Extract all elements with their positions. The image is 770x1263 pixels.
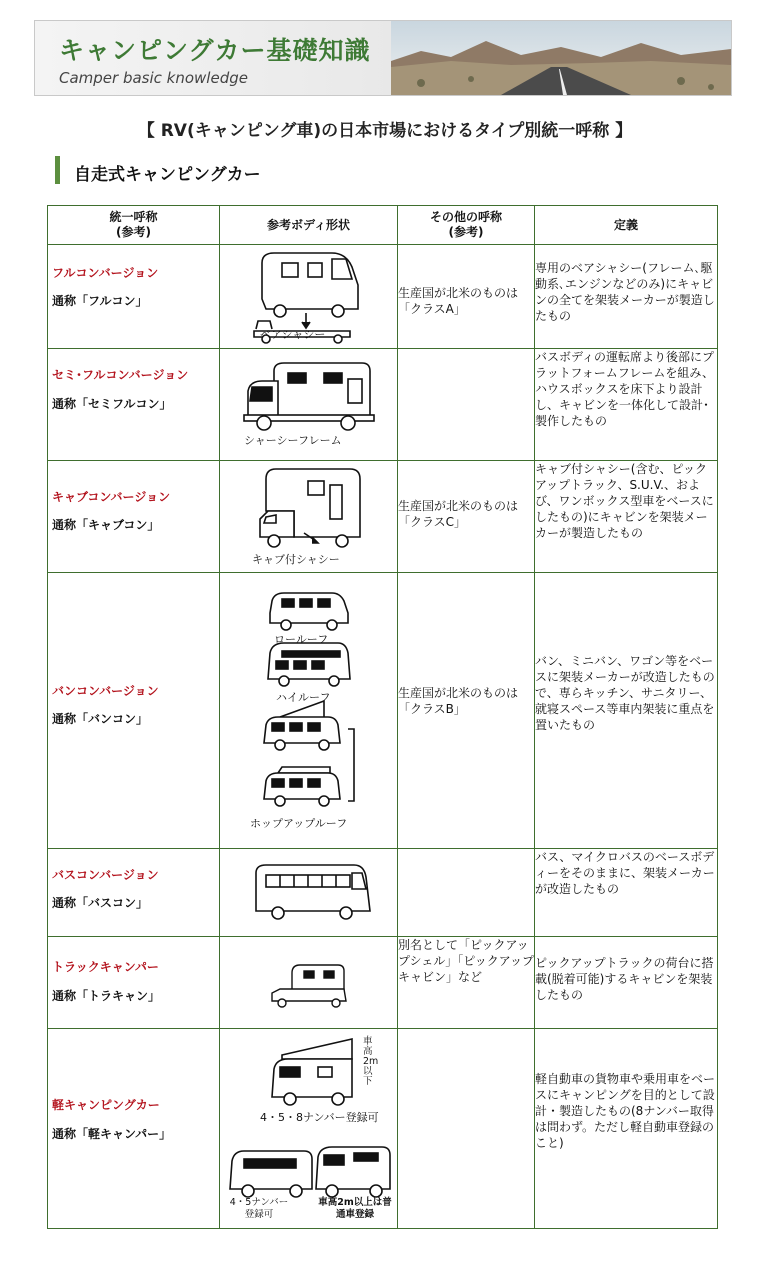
caption-low-roof: ロールーフ xyxy=(274,633,329,646)
definition-cell xyxy=(535,461,718,573)
definition-cell xyxy=(535,349,718,461)
type-nickname: 通称「キャブコン」 xyxy=(52,518,160,532)
body-shape-cell xyxy=(220,573,398,849)
caption-cab-chassis: キャブ付シャシー xyxy=(252,553,340,566)
header-other: その他の呼称 (参考) xyxy=(398,206,535,245)
header-definition: 定義 xyxy=(535,206,718,245)
table-row xyxy=(48,245,718,349)
type-nickname: 通称「バンコン」 xyxy=(52,712,149,726)
desert-road-image xyxy=(391,21,731,95)
type-nickname: 通称「セミフルコン」 xyxy=(52,397,172,411)
other-name-cell xyxy=(398,349,535,461)
type-nickname: 通称「フルコン」 xyxy=(52,294,148,308)
banner-subtitle: Camper basic knowledge xyxy=(59,69,248,87)
name-cell xyxy=(48,245,220,349)
body-shape-cell xyxy=(220,349,398,461)
name-cell xyxy=(48,849,220,937)
definition-text: キャブ付シャシー(含む、ピックアップトラック、S.U.V.、および、ワンボックス型車をベースにしたもの)にキャビンを架装メーカーが製造したもの xyxy=(535,462,714,540)
type-name: トラックキャンパー xyxy=(52,960,159,974)
header-body: 参考ボディ形状 xyxy=(220,206,398,245)
definition-text: 専用のベアシャシー(フレーム､駆動系､エンジンなどのみ)にキャビンの全てを架装メーカーが製造したもの xyxy=(535,261,715,323)
caption-height-under-2m: 車高2m以下 xyxy=(363,1036,379,1087)
table-row xyxy=(48,349,718,461)
definition-cell xyxy=(535,245,718,349)
other-name-cell xyxy=(398,461,535,573)
caption-4-5-8-registration: 4・5・8ナンバー登録可 xyxy=(260,1111,379,1124)
bus-conversion-illustration xyxy=(220,849,396,933)
type-name: バンコンバージョン xyxy=(52,684,159,698)
name-cell xyxy=(48,573,220,849)
camper-type-table xyxy=(47,205,718,1229)
other-name-cell xyxy=(398,245,535,349)
caption-high-roof: ハイルーフ xyxy=(276,691,331,704)
table-header-row xyxy=(48,206,718,245)
body-shape-cell xyxy=(220,245,398,349)
caption-chassis-frame: シャーシーフレーム xyxy=(244,434,342,447)
definition-cell xyxy=(535,573,718,849)
body-shape-cell xyxy=(220,461,398,573)
body-shape-cell xyxy=(220,937,398,1029)
type-name: セミ･フルコンバージョン xyxy=(52,368,189,382)
other-name-cell xyxy=(398,573,535,849)
caption-pop-up-roof: ホップアップルーフ xyxy=(250,817,348,830)
type-nickname: 通称「バスコン」 xyxy=(52,896,149,910)
type-name: バスコンバージョン xyxy=(52,868,159,882)
caption-4-5-registration: 4・5ナンバー登録可 xyxy=(229,1197,289,1220)
section-title: 自走式キャンピングカー xyxy=(74,165,261,185)
other-name-text: 生産国が北米のものは「クラスA」 xyxy=(398,286,519,316)
other-name-text: 生産国が北米のものは「クラスB」 xyxy=(398,686,519,716)
type-name: 軽キャンピングカー xyxy=(52,1098,160,1112)
caption-bare-chassis: ベアシャシー xyxy=(260,328,326,341)
header-banner xyxy=(34,20,732,96)
name-cell xyxy=(48,937,220,1029)
definition-text: バス、マイクロバスのベースボディーをそのままに、架装メーカーが改造したもの xyxy=(535,850,715,896)
definition-cell xyxy=(535,849,718,937)
definition-text: 軽自動車の貨物車や乗用車をベースにキャンピングを目的として設計・製造したもの(8ナンバー取得は問わず。ただし軽自動車登録のこと) xyxy=(535,1072,716,1150)
name-cell xyxy=(48,1029,220,1229)
definition-cell xyxy=(535,937,718,1029)
table-row xyxy=(48,849,718,937)
section-bar xyxy=(55,156,60,184)
table-row xyxy=(48,573,718,849)
definition-text: バスボディの運転席より後部にプラットフォームフレームを組み、ハウスボックスを床下より設計し、キャビンを一体化して設計･製作したもの xyxy=(535,350,715,428)
table-row xyxy=(48,461,718,573)
name-cell xyxy=(48,349,220,461)
type-nickname: 通称「トラキャン」 xyxy=(52,989,161,1003)
table-row xyxy=(48,937,718,1029)
other-name-text: 別名として「ピックアップシェル」「ピックアップキャビン」など xyxy=(398,938,534,984)
type-name: フルコンバージョン xyxy=(52,266,159,280)
type-name: キャブコンバージョン xyxy=(52,490,171,504)
table-row xyxy=(48,1029,718,1229)
type-nickname: 通称「軽キャンパー」 xyxy=(52,1127,172,1141)
other-name-text: 生産国が北米のものは「クラスC」 xyxy=(398,499,519,529)
body-shape-cell xyxy=(220,1029,398,1229)
name-cell xyxy=(48,461,220,573)
truck-camper-illustration xyxy=(220,937,396,1025)
banner-title: キャンピングカー基礎知識 xyxy=(59,36,371,65)
other-name-cell xyxy=(398,1029,535,1229)
header-name: 統一呼称 (参考) xyxy=(48,206,220,245)
definition-cell xyxy=(535,1029,718,1229)
page-heading: 【 RV(キャンピング車)の日本市場におけるタイプ別統一呼称 】 xyxy=(137,121,633,141)
van-conversion-illustration xyxy=(220,573,396,845)
body-shape-cell xyxy=(220,849,398,937)
definition-text: バン、ミニバン、ワゴン等をベースに架装メーカーが改造したもので、専らキッチン、サニタリー、就寝スペース等車内架装に重点を置いたもの xyxy=(535,654,715,732)
definition-text: ピックアップトラックの荷台に搭載(脱着可能)するキャビンを架装したもの xyxy=(535,956,714,1002)
other-name-cell xyxy=(398,937,535,1029)
other-name-cell xyxy=(398,849,535,937)
caption-over-2m-registration: 車高2m以上は普通車登録 xyxy=(318,1197,392,1220)
